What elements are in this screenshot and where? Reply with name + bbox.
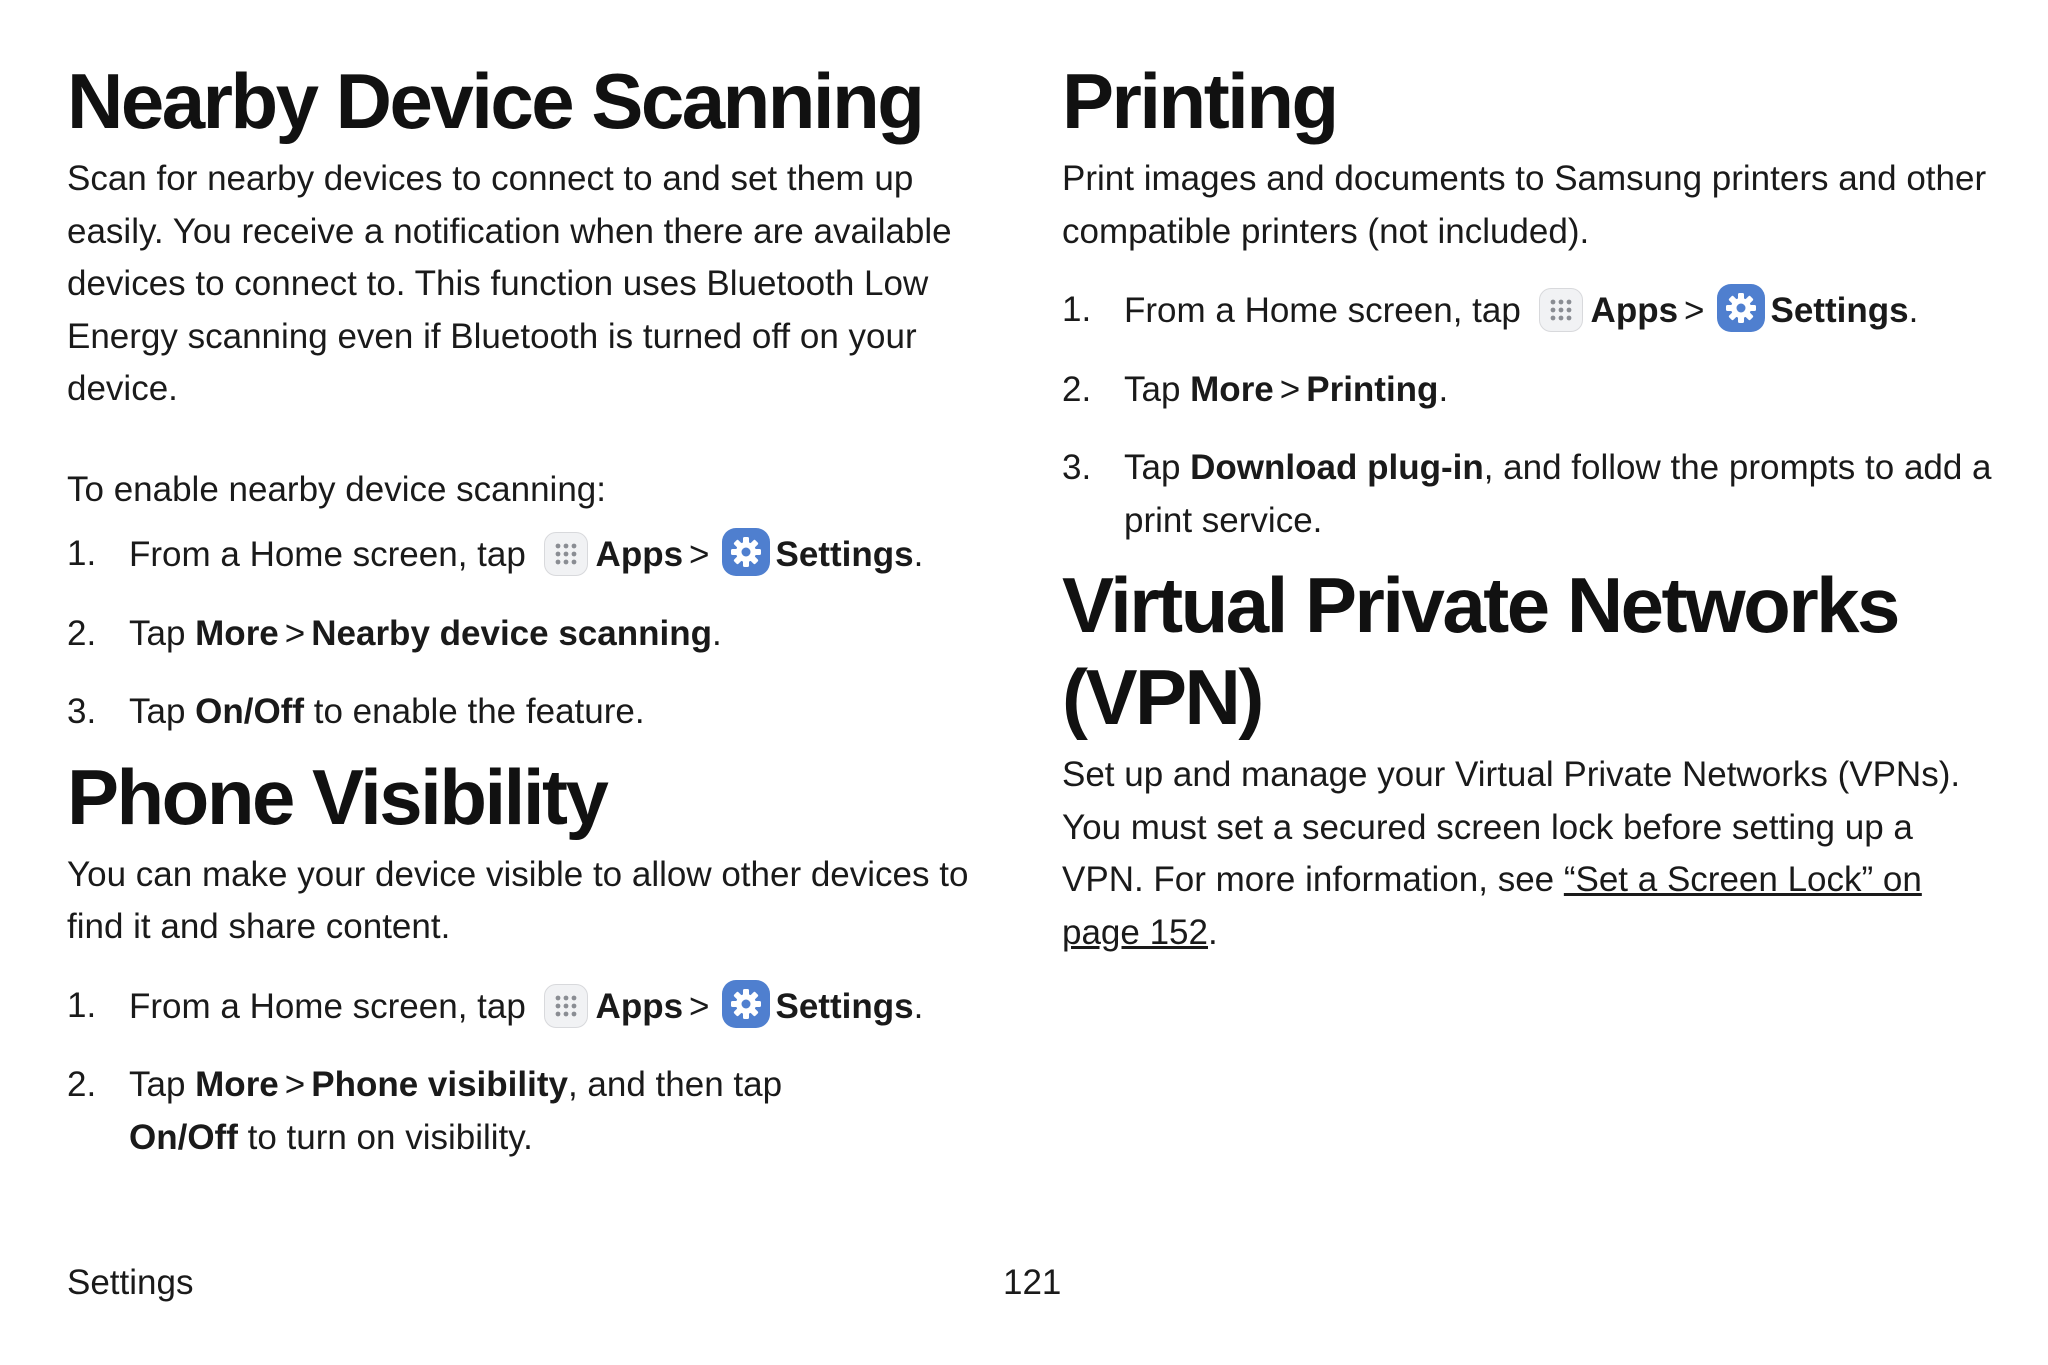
apps-grid-icon [1539, 288, 1583, 332]
chevron-right-icon: > [689, 535, 710, 574]
screen-lock-link[interactable]: “Set a Screen Lock” on page 152 [1062, 860, 1922, 952]
chevron-right-icon: > [284, 1065, 306, 1104]
chevron-right-icon: > [284, 613, 306, 653]
left-column [67, 55, 1007, 1164]
step-text: From a Home screen, tap [129, 535, 526, 574]
step-punct: . [1438, 369, 1449, 409]
section-title-nearby: Nearby Device Scanning [67, 57, 923, 145]
vpn-punct: . [1207, 912, 1218, 952]
step-text: Tap [129, 1065, 196, 1104]
settings-label: Settings [775, 986, 914, 1026]
step-punct: . [913, 535, 924, 574]
step-punct: . [1908, 291, 1919, 330]
visibility-steps [67, 980, 1007, 1165]
menu-download-plug-in: Download plug-in [1190, 448, 1484, 487]
step-text: to enable the feature. [304, 692, 645, 731]
chevron-right-icon: > [689, 986, 710, 1026]
page-number: 121 [1003, 1263, 1062, 1302]
printing-intro: Print images and documents to Samsung printers and other compatible printers (not included). [1062, 159, 1987, 251]
step-text: Tap [129, 613, 196, 653]
apps-grid-icon [544, 532, 588, 576]
right-column [1062, 55, 2002, 959]
footer-section-name: Settings [67, 1263, 194, 1302]
list-item [67, 608, 1007, 661]
step-text: From a Home screen, tap [1124, 291, 1521, 330]
menu-printing: Printing [1306, 369, 1439, 409]
step-text: Tap [129, 692, 196, 731]
step-punct: . [913, 986, 924, 1026]
step-text: , and then tap [567, 1065, 783, 1104]
step-text: Tap [1124, 369, 1191, 409]
step-text: to turn on visibility. [237, 1117, 533, 1157]
list-item [1062, 364, 2002, 417]
step-punct: . [711, 613, 722, 653]
step-number: 2. [1062, 369, 1092, 409]
step-text: Tap [1124, 448, 1191, 487]
list-item [67, 1059, 1007, 1164]
step-number: 2. [67, 613, 97, 653]
menu-more: More [1190, 369, 1274, 409]
step-text: , and follow the prompts to add a print service. [1124, 448, 1992, 540]
section-title-printing: Printing [1062, 57, 1337, 145]
step-number: 3. [67, 692, 97, 731]
list-item [1062, 442, 2002, 547]
printing-steps [1062, 284, 2002, 547]
chevron-right-icon: > [1684, 291, 1705, 330]
menu-nearby-device-scanning: Nearby device scanning [311, 613, 712, 653]
list-item [67, 686, 1007, 739]
toggle-on-off: On/Off [195, 692, 305, 731]
vpn-intro-text: Set up and manage your Virtual Private Networks (VPNs). You must set a secured screen lock before setting up a VPN. For more information, see [1062, 755, 1961, 899]
toggle-on-off: On/Off [129, 1117, 238, 1157]
nearby-steps [67, 528, 1007, 739]
step-text: From a Home screen, tap [129, 986, 526, 1026]
list-item [67, 528, 1007, 582]
menu-phone-visibility: Phone visibility [311, 1065, 568, 1104]
menu-more: More [195, 1065, 279, 1104]
apps-label: Apps [595, 535, 684, 574]
menu-more: More [195, 613, 279, 653]
nearby-lead: To enable nearby device scanning: [67, 469, 606, 509]
step-number: 1. [67, 534, 97, 573]
section-title-visibility: Phone Visibility [67, 752, 607, 841]
settings-gear-icon [722, 980, 770, 1028]
step-number: 1. [67, 985, 97, 1025]
settings-label: Settings [1770, 291, 1909, 330]
settings-gear-icon [722, 528, 770, 576]
list-item [67, 980, 1007, 1034]
nearby-intro: Scan for nearby devices to connect to and set them up easily. You receive a notification when there are available devices to connect to. This function uses Bluetooth Low Energy scanning even if Bluetooth is turned off on your device. [67, 159, 952, 408]
section-title-vpn: Virtual Private Networks (VPN) [1062, 561, 1898, 741]
chevron-right-icon: > [1279, 369, 1301, 409]
step-number: 3. [1062, 448, 1092, 487]
apps-label: Apps [595, 986, 684, 1026]
apps-label: Apps [1590, 291, 1679, 330]
settings-label: Settings [775, 535, 914, 574]
visibility-intro: You can make your device visible to allow other devices to find it and share content. [67, 854, 969, 946]
step-number: 1. [1062, 290, 1092, 329]
step-number: 2. [67, 1065, 97, 1104]
list-item [1062, 284, 2002, 338]
apps-grid-icon [544, 984, 588, 1028]
settings-gear-icon [1717, 284, 1765, 332]
vpn-intro [1062, 749, 2002, 959]
